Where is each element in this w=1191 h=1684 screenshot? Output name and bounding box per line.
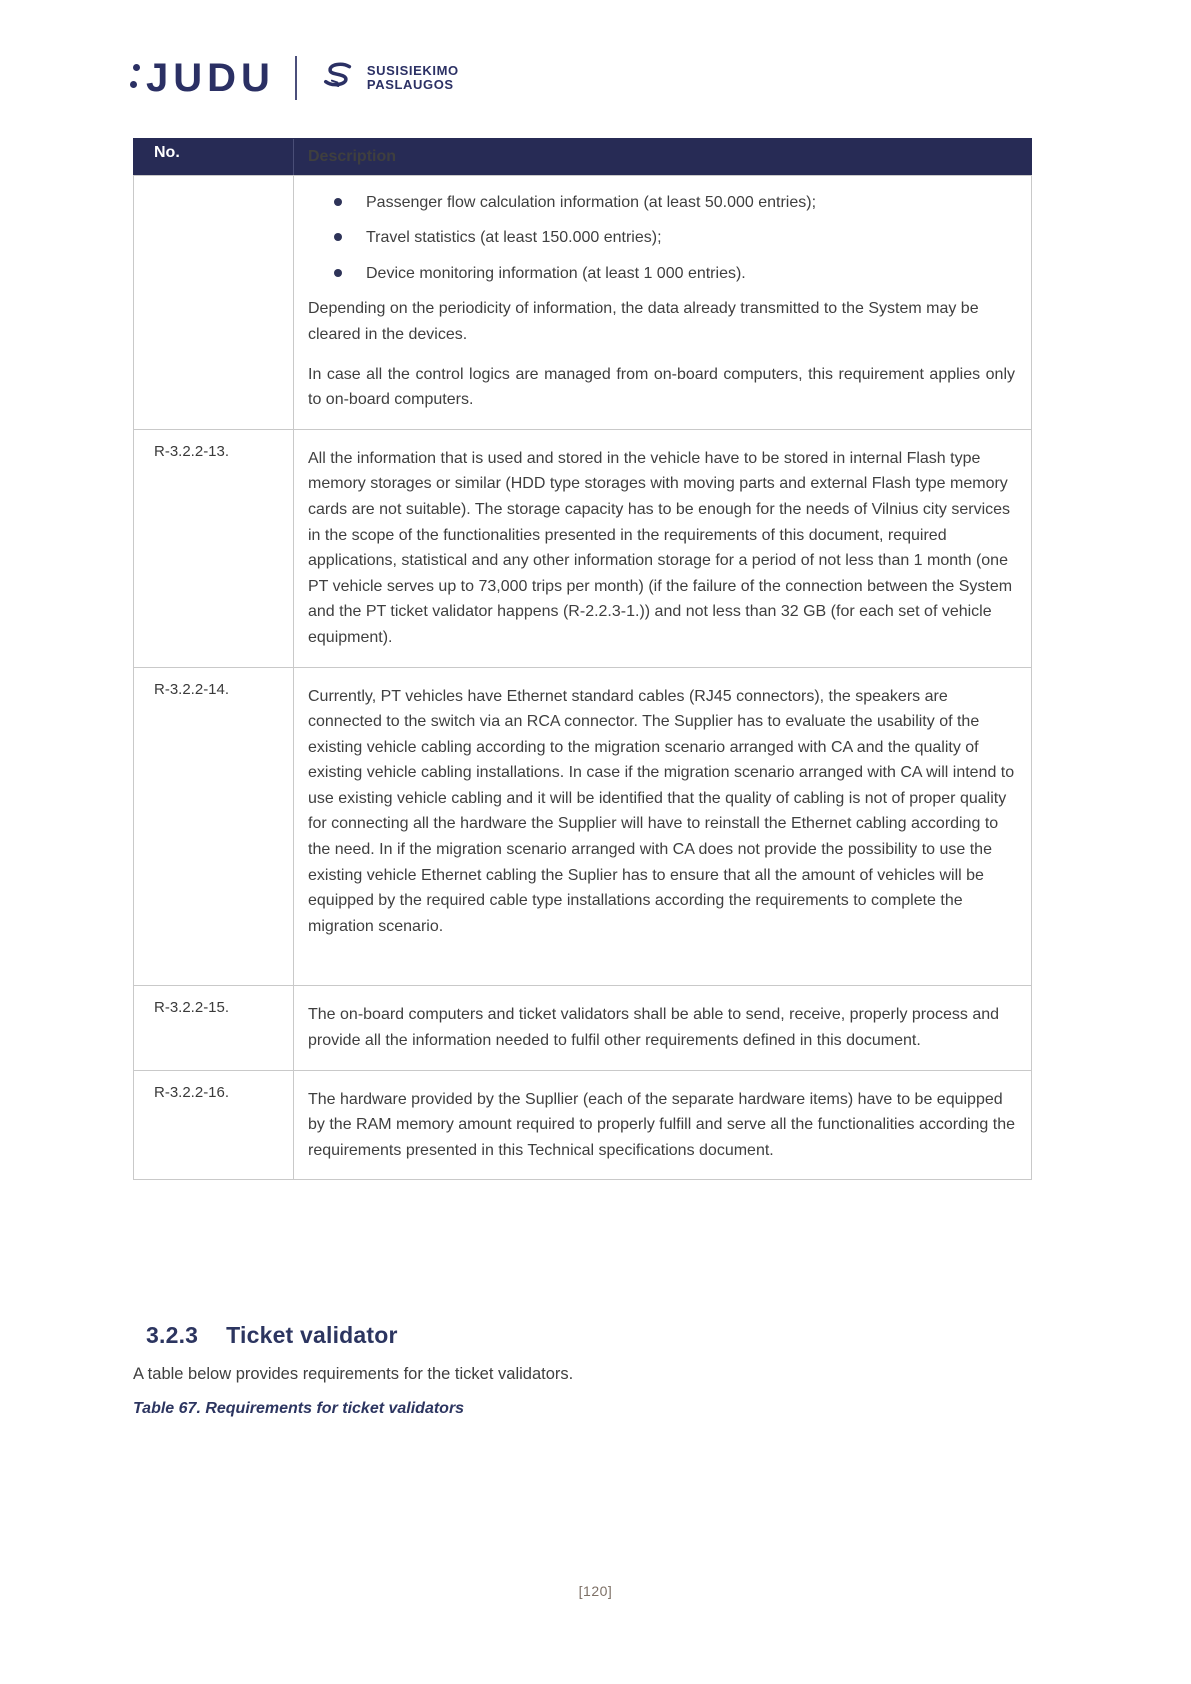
judu-logo <box>133 58 275 98</box>
row-no-cell: R-3.2.2-16. <box>134 1071 294 1180</box>
requirements-table <box>133 138 1032 1180</box>
table-row <box>133 175 1032 429</box>
row-description-cell <box>294 176 1031 429</box>
row-description-cell <box>294 430 1031 667</box>
intro-paragraph: A table below provides requirements for the ticket validators. <box>133 1365 574 1383</box>
table-row <box>133 1070 1032 1180</box>
row-description-cell <box>294 668 1031 986</box>
bullet-item-text: Travel statistics (at least 150.000 entries); <box>366 229 662 247</box>
bullet-item <box>334 225 1015 251</box>
description-paragraph: The on-board computers and ticket validators shall be able to send, receive, properly process and provide all the information needed to fulfil other requirements defined in this document. <box>308 1006 1000 1050</box>
logo-divider <box>295 56 297 100</box>
table-caption: Table 67. Requirements for ticket validators <box>133 1400 465 1417</box>
org-name <box>367 64 459 93</box>
row-description-cell <box>294 986 1031 1069</box>
susisiekimo-paslaugos-logo <box>317 57 459 99</box>
bullet-item <box>334 261 1015 287</box>
row-no-cell <box>134 176 294 429</box>
description-paragraph: Depending on the periodicity of information, the data already transmitted to the System may be cleared in the devices. <box>308 300 979 343</box>
org-name-line2: PASLAUGOS <box>366 77 454 92</box>
page-number: [120] <box>578 1583 613 1599</box>
header-logo-row <box>133 56 459 100</box>
org-name-line1: SUSISIEKIMO <box>366 62 459 78</box>
table-row <box>133 985 1032 1069</box>
table-header-description: Description <box>308 148 397 165</box>
section-heading <box>146 1322 398 1349</box>
bullet-item <box>334 190 1015 216</box>
bullet-icon <box>334 198 342 206</box>
section-number: 3.2.3 <box>146 1322 199 1348</box>
description-paragraph: All the information that is used and stored in the vehicle have to be stored in internal Flash type memory storages or similar (HDD type storages with moving parts and external Flash type memory cards are not suitable). The storage capacity has to be enough for the needs of Vilnius city services in the scope of the functionalities presented in the requirements of this document, required applications, statistical and any other information storage for a period of not less than 1 month (one PT vehicle serves up to 73,000 trips per month) (if the failure of the connection between the System and the PT ticket validator happens (R-2.2.3-1.)) and not less than 32 GB (for each set of vehicle equipment). <box>308 449 1013 646</box>
table-header-no: No. <box>134 139 294 175</box>
row-no-cell: R-3.2.2-15. <box>134 986 294 1069</box>
table-row <box>133 429 1032 667</box>
bullet-icon <box>334 233 342 241</box>
row-description-cell <box>294 1071 1031 1180</box>
row-spacer <box>308 945 1015 975</box>
row-no-cell: R-3.2.2-14. <box>134 668 294 986</box>
bullet-item-text: Device monitoring information (at least 1 000 entries). <box>366 264 746 282</box>
bullet-item-text: Passenger flow calculation information (at least 50.000 entries); <box>366 193 817 211</box>
table-row <box>133 667 1032 986</box>
table-header-row <box>133 138 1032 175</box>
description-paragraph: Currently, PT vehicles have Ethernet standard cables (RJ45 connectors), the speakers are connected to the switch via an RCA connector. The Supplier has to evaluate the usability of the existing vehicle cabling according to the migration scenario arranged with CA and the quality of existing vehicle cabling installations. In case if the migration scenario arranged with CA will intend to use existing vehicle cabling and it will be identified that the quality of cabling is not of proper quality for connecting all the hardware the Supplier will have to reinstall the Ethernet cabling according to the need. In if the migration scenario arranged with CA does not provide the possibility to use the existing vehicle Ethernet cabling the Suplier has to ensure that all the amount of vehicles will be equipped by the required cable type installations according the requirements to complete the migration scenario. <box>308 687 1015 935</box>
judu-logo-text: JUDU <box>146 56 275 100</box>
row-no-cell: R-3.2.2-13. <box>134 430 294 667</box>
hand-s-icon <box>317 57 359 99</box>
judu-logo-dots-icon <box>133 64 140 88</box>
description-paragraph: The hardware provided by the Supllier (each of the separate hardware items) have to be equipped by the RAM memory amount required to properly fulfill and serve all the functionalities according the requirements presented in this Technical specifications document. <box>308 1090 1016 1159</box>
section-title: Ticket validator <box>226 1322 398 1348</box>
description-paragraph: In case all the control logics are managed from on-board computers, this requirement applies only to on-board computers. <box>308 365 1015 409</box>
bullet-icon <box>334 269 342 277</box>
